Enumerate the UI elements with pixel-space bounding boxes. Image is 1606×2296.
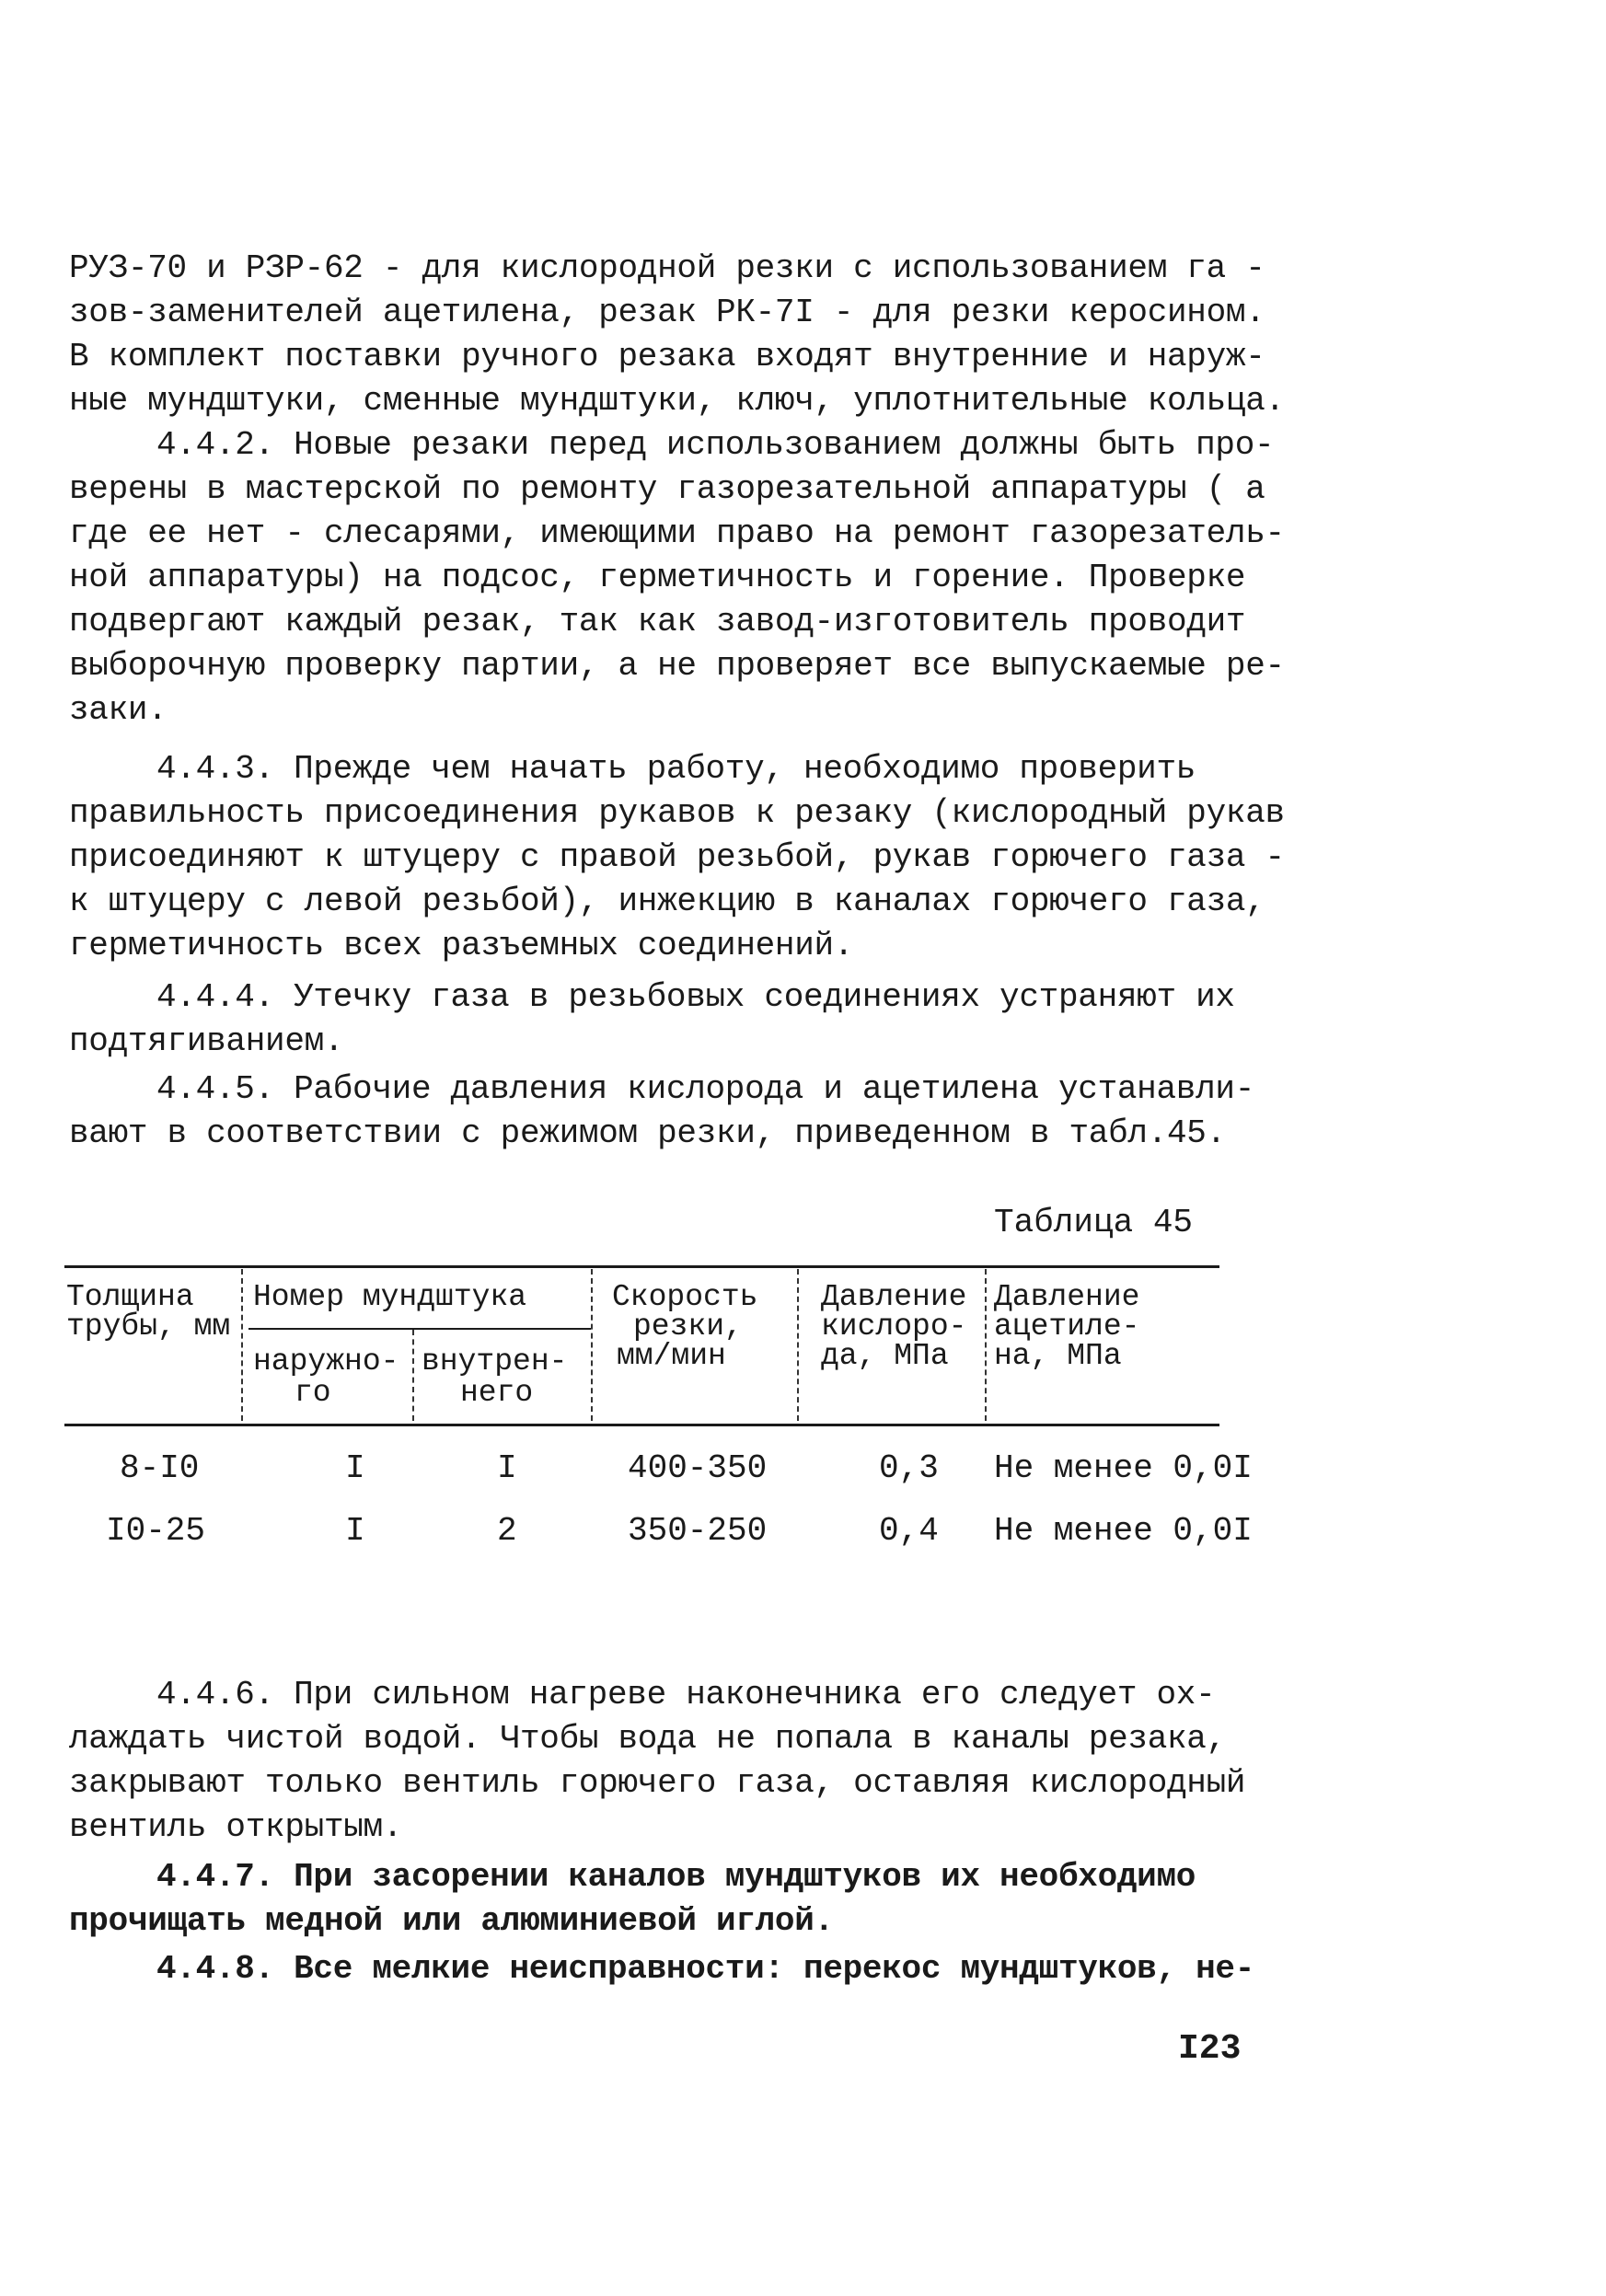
table-cell-acetylene: Не менее 0,0I [994,1512,1253,1550]
table-caption: Таблица 45 [994,1204,1194,1241]
table-cell-acetylene: Не менее 0,0I [994,1449,1253,1487]
text-line: 4.4.3. Прежде чем начать работу, необходимо проверить [156,750,1196,788]
text-line: 4.4.7. При засорении каналов мундштуков их необходимо [156,1858,1196,1896]
header-thickness: Толщина [66,1280,194,1314]
text-line: 4.4.8. Все мелкие неисправности: перекос мундштуков, не- [156,1950,1254,1988]
text-line: присоединяют к штуцеру с правой резьбой, рукав горючего газа - [69,838,1285,876]
header-nozzle-number: Номер мундштука [253,1280,527,1314]
text-line: подтягиванием. [69,1022,344,1060]
text-line: герметичность всех разъемных соединений. [69,927,854,964]
table-cell-outer: I [345,1512,365,1550]
text-line: ной аппаратуры) на подсос, герметичность и горение. Проверке [69,559,1246,596]
text-line: подвергают каждый резак, так как завод-изготовитель проводит [69,603,1246,640]
header-nozzle-outer: го [295,1376,331,1410]
text-line: прочищать медной или алюминиевой иглой. [69,1902,834,1940]
header-speed: Скорость [612,1280,758,1314]
header-acetylene-pressure: Давление [994,1280,1140,1314]
table-cell-oxygen: 0,4 [879,1512,939,1550]
table-cell-outer: I [345,1449,365,1487]
pressure-table [64,1265,1253,1578]
table-cell-thickness: I0-25 [106,1512,206,1550]
text-line: 4.4.2. Новые резаки перед использованием должны быть про- [156,426,1275,464]
text-line: зов-заменителей ацетилена, резак РК-7I - для резки керосином. [69,294,1265,331]
text-line: к штуцеру с левой резьбой), инжекцию в каналах горючего газа, [69,883,1265,920]
table-header-rule [64,1424,1219,1426]
table-cell-inner: I [497,1449,517,1487]
header-thickness: трубы, мм [66,1310,231,1344]
text-line: РУЗ-70 и РЗР-62 - для кислородной резки с использованием га - [69,249,1265,287]
nozzle-group-rule [248,1328,591,1330]
text-line: 4.4.6. При сильном нагреве наконечника его следует ох- [156,1676,1216,1713]
text-line: лаждать чистой водой. Чтобы вода не попала в каналы резака, [69,1720,1226,1758]
text-line: закрывают только вентиль горючего газа, оставляя кислородный [69,1764,1246,1802]
text-line: 4.4.4. Утечку газа в резьбовых соединениях устраняют их [156,978,1235,1016]
table-cell-inner: 2 [497,1512,517,1550]
header-nozzle-outer: наружно- [253,1344,399,1379]
text-line: выборочную проверку партии, а не проверяет все выпускаемые ре- [69,647,1285,685]
text-line: 4.4.5. Рабочие давления кислорода и ацетилена устанавли- [156,1070,1254,1108]
page-number: I23 [1178,2029,1242,2069]
header-nozzle-inner: него [460,1376,534,1410]
table-cell-thickness: 8-I0 [120,1449,200,1487]
header-acetylene-pressure: ацетиле- [994,1310,1140,1344]
text-line: заки. [69,691,168,729]
text-line: верены в мастерской по ремонту газорезательной аппаратуры ( а [69,470,1265,508]
table-top-rule [64,1265,1219,1268]
header-oxygen-pressure: кислоро- [821,1310,967,1344]
header-speed: резки, [633,1310,743,1344]
column-divider [412,1330,414,1421]
text-line: вентиль открытым. [69,1808,403,1846]
header-oxygen-pressure: Давление [821,1280,967,1314]
table-cell-oxygen: 0,3 [879,1449,939,1487]
header-nozzle-inner: внутрен- [422,1344,568,1379]
header-speed: мм/мин [617,1339,726,1373]
text-line: В комплект поставки ручного резака входят внутренние и наруж- [69,338,1265,375]
text-line: вают в соответствии с режимом резки, приведенном в табл.45. [69,1114,1226,1152]
table-cell-speed: 350-250 [628,1512,768,1550]
text-line: правильность присоединения рукавов к резаку (кислородный рукав [69,794,1285,832]
column-divider [797,1269,799,1421]
column-divider [591,1269,593,1421]
text-line: где ее нет - слесарями, имеющими право на ремонт газорезатель- [69,514,1285,552]
header-oxygen-pressure: да, МПа [821,1339,949,1373]
table-cell-speed: 400-350 [628,1449,768,1487]
header-acetylene-pressure: на, МПа [994,1339,1122,1373]
column-divider [985,1269,987,1421]
text-line: ные мундштуки, сменные мундштуки, ключ, уплотнительные кольца. [69,382,1285,420]
column-divider [241,1269,243,1421]
